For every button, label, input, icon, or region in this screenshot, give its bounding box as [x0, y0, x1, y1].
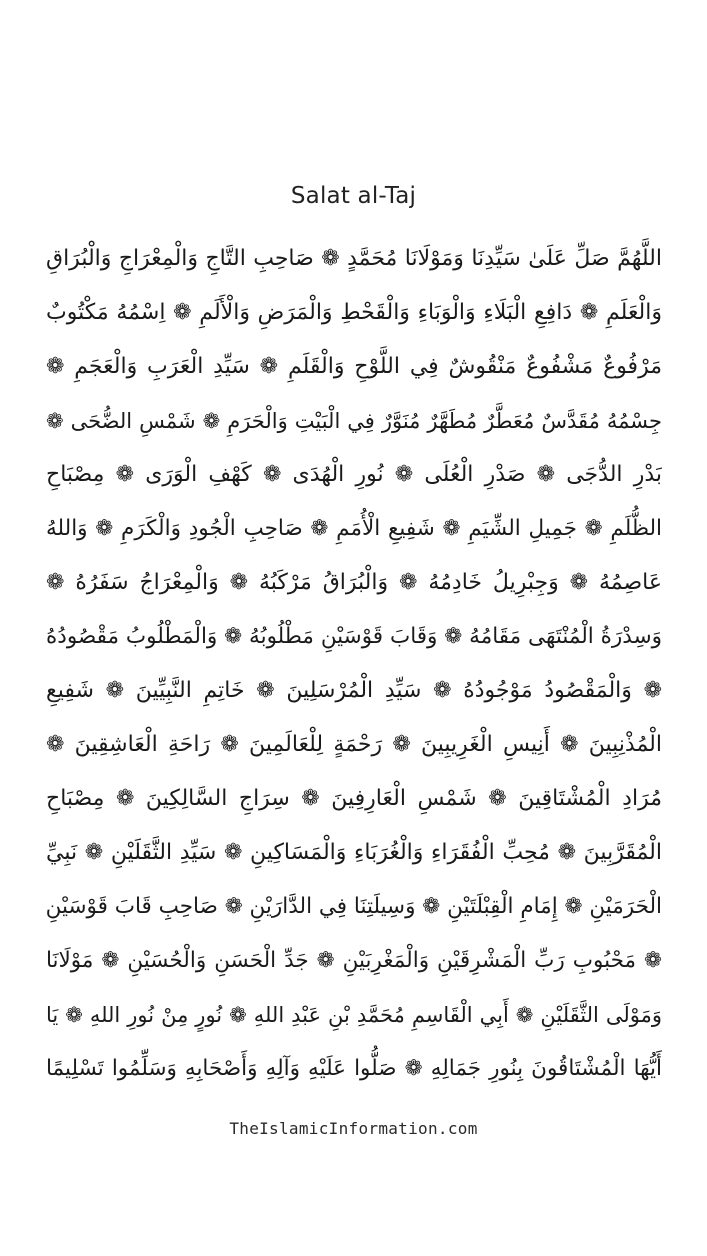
prayer-line: الظُّلَمِ ❁ جَمِيلِ الشِّيَمِ ❁ شَفِيعِ الْأُمَمِ ❁ صَاحِبِ الْجُودِ وَالْكَرَمِ ❁ وَاللهُ [46, 516, 662, 541]
prayer-line: جِسْمُهُ مُقَدَّسٌ مُعَطَّرٌ مُطَهَّرٌ مُنَوَّرٌ فِي الْبَيْتِ وَالْحَرَمِ ❁ شَمْسِ الضُّحَى ❁ [46, 409, 662, 433]
prayer-line: وَمَوْلَى الثَّقَلَيْنِ ❁ أَبِي الْقَاسِمِ مُحَمَّدِ بْنِ عَبْدِ اللهِ ❁ نُورٍ مِنْ نُورِ اللهِ ❁ يَا [46, 1003, 662, 1027]
prayer-line: أَيُّهَا الْمُشْتَاقُونَ بِنُورِ جَمَالِهِ ❁ صَلُّوا عَلَيْهِ وَآلِهِ وَأَصْحَابِهِ وَسَلِّمُوا تَسْلِيمًا [46, 1056, 662, 1081]
prayer-line: وَسِدْرَةُ الْمُنْتَهَى مَقَامُهُ ❁ وَقَابَ قَوْسَيْنِ مَطْلُوبُهُ ❁ وَالْمَطْلُوبُ مَقْصُودُهُ [46, 624, 662, 649]
prayer-line: مُرَادِ الْمُشْتَاقِينَ ❁ شَمْسِ الْعَارِفِينَ ❁ سِرَاجِ السَّالِكِينَ ❁ مِصْبَاحِ [46, 786, 662, 811]
prayer-line: الْمُذْنِبِينَ ❁ أَنِيسِ الْغَرِيبِينَ ❁ رَحْمَةٍ لِلْعَالَمِينَ ❁ رَاحَةِ الْعَاشِقِينَ ❁ [46, 732, 662, 757]
prayer-line: اللَّهُمَّ صَلِّ عَلَىٰ سَيِّدِنَا وَمَوْلَانَا مُحَمَّدٍ ❁ صَاحِبِ التَّاجِ وَالْمِعْرَاجِ وَالْبُرَاقِ [46, 246, 662, 271]
prayer-line: الْحَرَمَيْنِ ❁ إِمَامِ الْقِبْلَتَيْنِ ❁ وَسِيلَتِنَا فِي الدَّارَيْنِ ❁ صَاحِبِ قَابَ قَوْسَيْنِ [46, 894, 662, 919]
prayer-line: مَرْفُوعٌ مَشْفُوعٌ مَنْقُوشٌ فِي اللَّوْحِ وَالْقَلَمِ ❁ سَيِّدِ الْعَرَبِ وَالْعَجَمِ ❁ [46, 354, 662, 379]
prayer-line: وَالْعَلَمِ ❁ دَافِعِ الْبَلَاءِ وَالْوَبَاءِ وَالْقَحْطِ وَالْمَرَضِ وَالْأَلَمِ ❁ اِسْمُهُ مَكْتُوبٌ [46, 300, 662, 325]
prayer-line: عَاصِمُهُ ❁ وَجِبْرِيلُ خَادِمُهُ ❁ وَالْبُرَاقُ مَرْكَبُهُ ❁ وَالْمِعْرَاجُ سَفَرُهُ ❁ [46, 570, 662, 595]
source-footer: TheIslamicInformation.com [229, 1119, 478, 1138]
prayer-line: الْمُقَرَّبِينَ ❁ مُحِبِّ الْفُقَرَاءِ وَالْغُرَبَاءِ وَالْمَسَاكِينِ ❁ سَيِّدِ الثَّقَلَيْنِ ❁ نَبِيِّ [46, 840, 662, 865]
prayer-line: ❁ وَالْمَقْصُودُ مَوْجُودُهُ ❁ سَيِّدِ الْمُرْسَلِينَ ❁ خَاتِمِ النَّبِيِّينَ ❁ شَفِيعِ [46, 678, 662, 703]
page-title: Salat al-Taj [290, 183, 417, 209]
prayer-line: بَدْرِ الدُّجَى ❁ صَدْرِ الْعُلَى ❁ نُورِ الْهُدَى ❁ كَهْفِ الْوَرَى ❁ مِصْبَاحِ [46, 462, 662, 487]
prayer-text [46, 232, 662, 1096]
prayer-line: ❁ مَحْبُوبِ رَبِّ الْمَشْرِقَيْنِ وَالْمَغْرِبَيْنِ ❁ جَدِّ الْحَسَنِ وَالْحُسَيْنِ ❁ مَوْلَانَا [46, 948, 662, 973]
